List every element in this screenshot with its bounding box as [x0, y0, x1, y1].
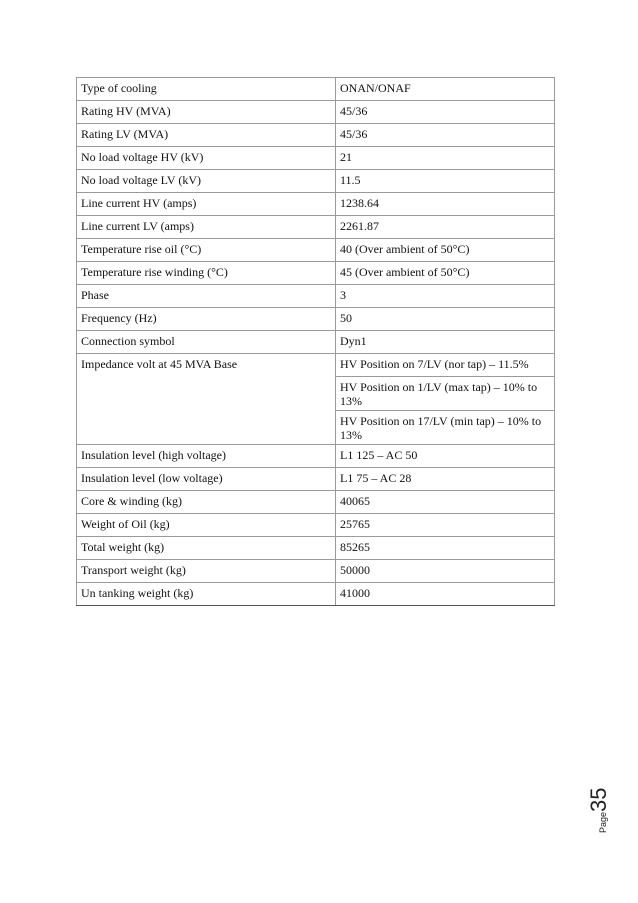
impedance-value-cell: HV Position on 17/LV (min tap) – 10% to 13% [336, 411, 555, 445]
parameter-cell: Line current HV (amps) [77, 193, 336, 216]
table-row [77, 124, 555, 147]
impedance-value-cell: HV Position on 1/LV (max tap) – 10% to 13% [336, 377, 555, 411]
parameter-cell: Temperature rise winding (°C) [77, 262, 336, 285]
transformer-spec-table [76, 77, 555, 606]
parameter-cell: Total weight (kg) [77, 537, 336, 560]
table-row [77, 262, 555, 285]
value-cell: 85265 [336, 537, 555, 560]
value-cell: L1 125 – AC 50 [336, 445, 555, 468]
page-number-value: 35 [586, 787, 611, 812]
value-cell: 50 [336, 308, 555, 331]
table-row [77, 514, 555, 537]
table-row [77, 101, 555, 124]
value-cell: 50000 [336, 560, 555, 583]
parameter-cell: No load voltage HV (kV) [77, 147, 336, 170]
value-cell: 40 (Over ambient of 50°C) [336, 239, 555, 262]
value-cell: 3 [336, 285, 555, 308]
value-cell: Dyn1 [336, 331, 555, 354]
page-number [586, 773, 616, 833]
value-cell: 40065 [336, 491, 555, 514]
parameter-cell: No load voltage LV (kV) [77, 170, 336, 193]
table-row [77, 560, 555, 583]
value-cell: ONAN/ONAF [336, 78, 555, 101]
table-row [77, 468, 555, 491]
table-row [77, 354, 555, 377]
table-row [77, 491, 555, 514]
parameter-cell: Temperature rise oil (°C) [77, 239, 336, 262]
table-row [77, 445, 555, 468]
page-number-rotated [586, 773, 616, 833]
parameter-cell: Un tanking weight (kg) [77, 583, 336, 606]
value-cell: 2261.87 [336, 216, 555, 239]
table-row [77, 216, 555, 239]
parameter-cell: Insulation level (high voltage) [77, 445, 336, 468]
table-row [77, 239, 555, 262]
parameter-cell: Connection symbol [77, 331, 336, 354]
impedance-label-cell: Impedance volt at 45 MVA Base [77, 354, 336, 445]
parameter-cell: Weight of Oil (kg) [77, 514, 336, 537]
impedance-value-cell: HV Position on 7/LV (nor tap) – 11.5% [336, 354, 555, 377]
table-row [77, 583, 555, 606]
table-row [77, 331, 555, 354]
value-cell: L1 75 – AC 28 [336, 468, 555, 491]
value-cell: 25765 [336, 514, 555, 537]
parameter-cell: Frequency (Hz) [77, 308, 336, 331]
table-row [77, 78, 555, 101]
parameter-cell: Insulation level (low voltage) [77, 468, 336, 491]
parameter-cell: Transport weight (kg) [77, 560, 336, 583]
value-cell: 11.5 [336, 170, 555, 193]
parameter-cell: Rating LV (MVA) [77, 124, 336, 147]
parameter-cell: Type of cooling [77, 78, 336, 101]
table-row [77, 285, 555, 308]
table-row [77, 147, 555, 170]
page-number-label: Page [598, 811, 608, 833]
table-row [77, 537, 555, 560]
table-row [77, 170, 555, 193]
parameter-cell: Line current LV (amps) [77, 216, 336, 239]
value-cell: 45/36 [336, 124, 555, 147]
table-row [77, 308, 555, 331]
parameter-cell: Rating HV (MVA) [77, 101, 336, 124]
value-cell: 1238.64 [336, 193, 555, 216]
value-cell: 45 (Over ambient of 50°C) [336, 262, 555, 285]
parameter-cell: Phase [77, 285, 336, 308]
value-cell: 21 [336, 147, 555, 170]
parameter-cell: Core & winding (kg) [77, 491, 336, 514]
table-row [77, 193, 555, 216]
value-cell: 41000 [336, 583, 555, 606]
value-cell: 45/36 [336, 101, 555, 124]
